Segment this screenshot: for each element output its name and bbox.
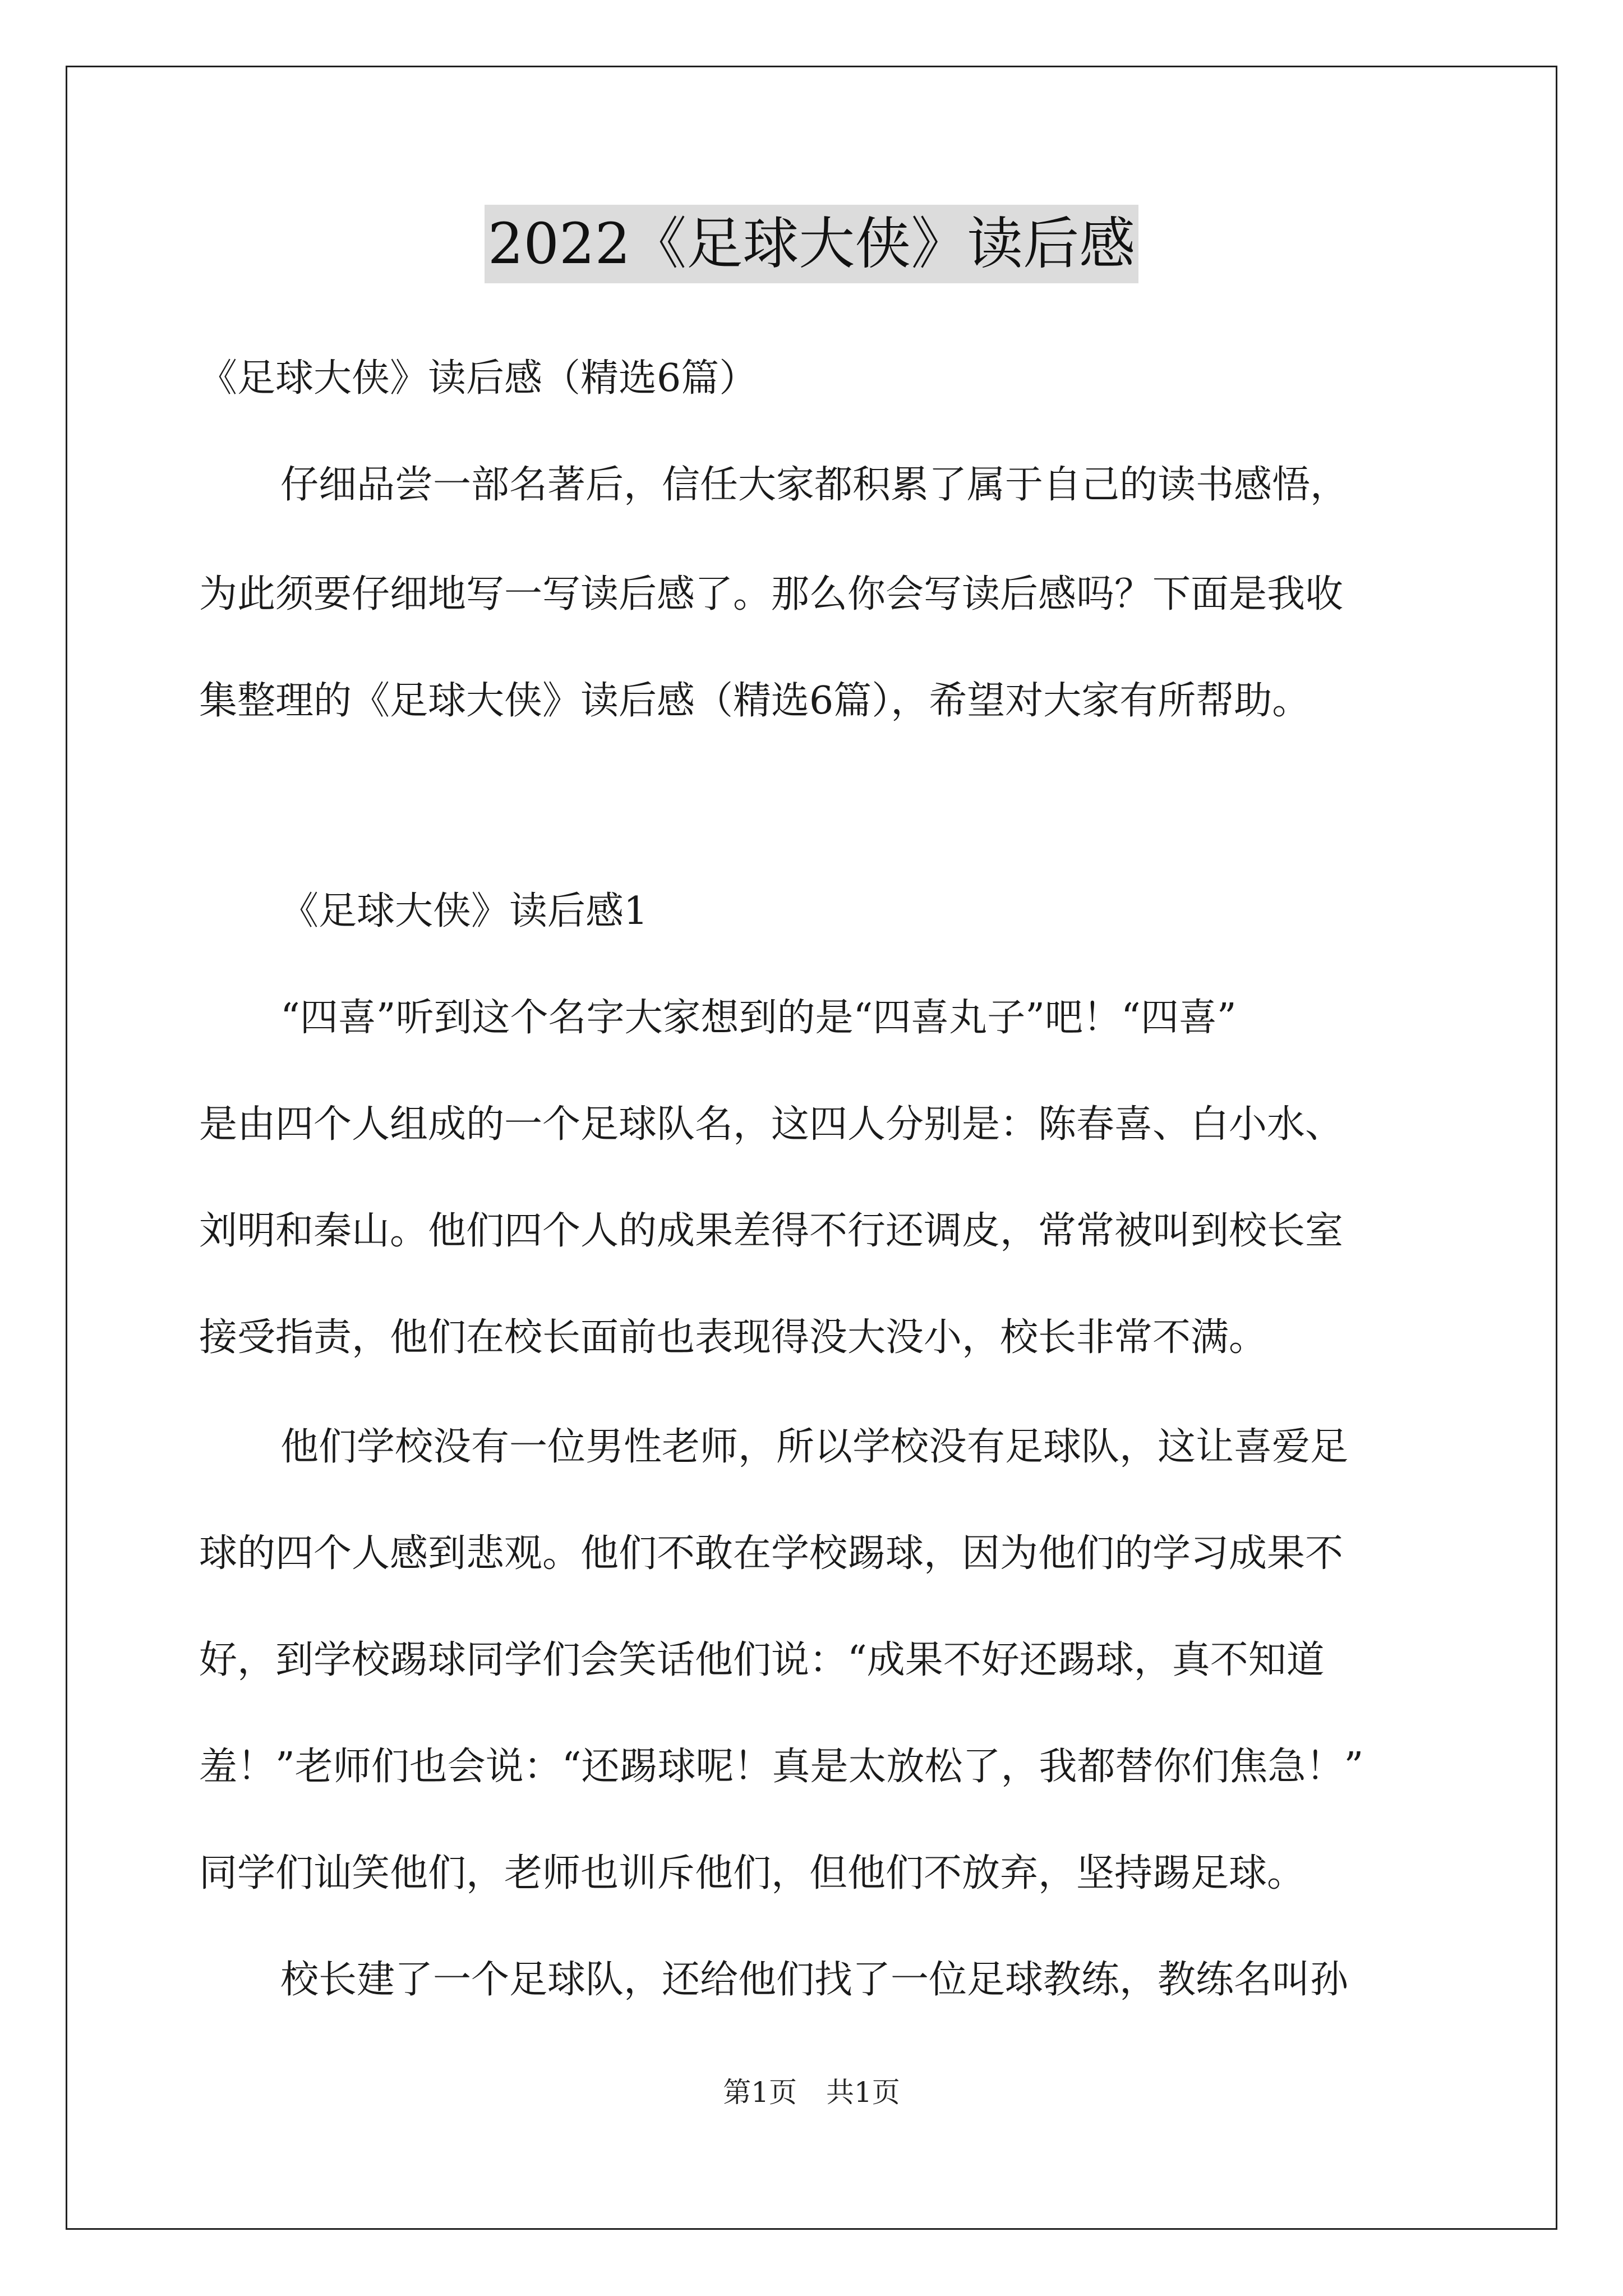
section-heading: 《足球大侠》读后感1: [280, 889, 648, 933]
paragraph1-line-2: 是由四个人组成的一个足球队名，这四人分别是：陈春喜、白小水、: [199, 1102, 1344, 1147]
paragraph3-line-1: 校长建了一个足球队，还给他们找了一位足球教练，教练名叫孙: [280, 1958, 1349, 2002]
paragraph2-line-3: 好，到学校踢球同学们会笑话他们说：“成果不好还踢球，真不知道: [199, 1638, 1325, 1682]
document-subtitle: 《足球大侠》读后感（精选6篇）: [199, 356, 758, 401]
title-container: [0, 205, 1623, 283]
paragraph2-line-1: 他们学校没有一位男性老师，所以学校没有足球队，这让喜爱足: [280, 1425, 1349, 1469]
paragraph2-line-5: 同学们讪笑他们，老师也训斥他们，但他们不放弃，坚持踢足球。: [199, 1851, 1306, 1895]
document-title: 2022《足球大侠》读后感: [485, 205, 1139, 283]
intro-line-2: 为此须要仔细地写一写读后感了。那么你会写读后感吗？下面是我收: [199, 572, 1344, 616]
page-footer: [0, 2073, 1623, 2112]
page-total: 共1页: [826, 2076, 900, 2109]
paragraph1-line-3: 刘明和秦山。他们四个人的成果差得不行还调皮，常常被叫到校长室: [199, 1209, 1344, 1253]
intro-line-1: 仔细品尝一部名著后，信任大家都积累了属于自己的读书感悟，: [280, 463, 1349, 507]
paragraph2-line-4: 羞！”老师们也会说：“还踢球呢！真是太放松了，我都替你们焦急！”: [199, 1745, 1364, 1789]
paragraph1-line-4: 接受指责，他们在校长面前也表现得没大没小，校长非常不满。: [199, 1315, 1267, 1360]
paragraph2-line-2: 球的四个人感到悲观。他们不敢在学校踢球，因为他们的学习成果不: [199, 1531, 1344, 1576]
intro-line-3: 集整理的《足球大侠》读后感（精选6篇），希望对大家有所帮助。: [199, 679, 1311, 723]
paragraph1-line-1: “四喜”听到这个名字大家想到的是“四喜丸子”吧！“四喜”: [280, 996, 1237, 1040]
page-number: 第1页: [723, 2076, 797, 2109]
